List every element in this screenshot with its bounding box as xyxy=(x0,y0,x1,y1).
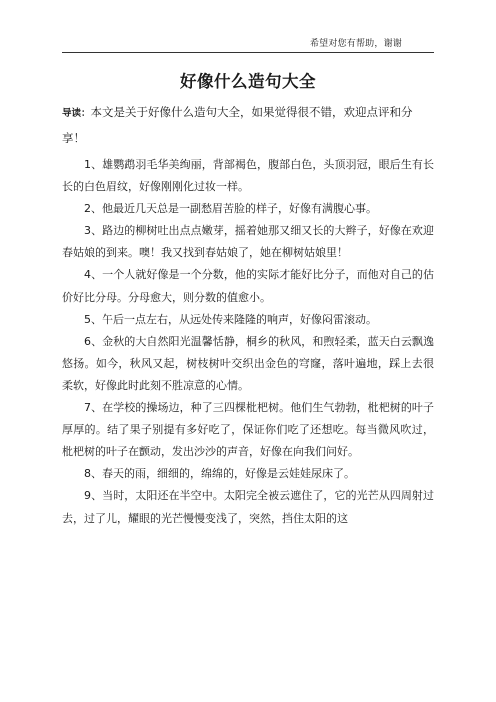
paragraph-2: 2、他最近几天总是一副愁眉苦脸的样子，好像有满腹心事。 xyxy=(84,202,377,216)
header-divider xyxy=(62,52,434,53)
header-note: 希望对您有帮助，谢谢 xyxy=(309,39,402,49)
paragraph-3: 3、路边的柳树吐出点点嫩芽，摇着她那又细又长的大辫子，好像在欢迎春姑娘的到来。噢！我又找到春姑娘了，她在柳树姑娘里！ xyxy=(62,224,434,260)
paragraph-8: 8、春天的雨，细细的，绵绵的，好像是云娃娃尿床了。 xyxy=(84,467,355,481)
body-text xyxy=(62,154,434,530)
intro-lead: 导读： xyxy=(62,108,91,119)
paragraph-7: 7、在学校的操场边，种了三四棵枇杷树。他们生气勃勃，枇杷树的叶子厚厚的。结了果子别提有多好吃了，保证你们吃了还想吃。每当微风吹过，枇杷树的叶子在颤动，发出沙沙的声音，好像在向我们问好。 xyxy=(62,401,434,459)
document-title: 好像什么造句大全 xyxy=(180,72,316,91)
paragraph-4: 4、一个人就好像是一个分数，他的实际才能好比分子，而他对自己的估价好比分母。分母愈大，则分数的值愈小。 xyxy=(62,268,434,304)
intro-text: 本文是关于好像什么造句大全，如果觉得很不错，欢迎点评和分享！ xyxy=(62,105,413,145)
paragraph-1: 1、雄鹦鹉羽毛华美绚丽，背部褐色，腹部白色，头顶羽冠，眼后生有长长的白色眉纹，好像刚刚化过妆一样。 xyxy=(62,158,434,194)
paragraph-6: 6、金秋的大自然阳光温馨恬静，桐乡的秋风，和煦轻柔，蓝天白云飘逸悠扬。如今，秋风又起，树枝树叶交织出金色的穹窿，落叶遍地，踩上去很柔软，好像此时此刻不胜凉意的心情。 xyxy=(62,334,434,392)
intro-paragraph xyxy=(62,100,434,150)
paragraph-5: 5、午后一点左右，从远处传来隆隆的响声，好像闷雷滚动。 xyxy=(84,312,377,326)
paragraph-9: 9、当时，太阳还在半空中。太阳完全被云遮住了，它的光芒从四周射过去，过了儿，耀眼的光芒慢慢变浅了，突然，挡住太阳的这 xyxy=(62,489,434,525)
